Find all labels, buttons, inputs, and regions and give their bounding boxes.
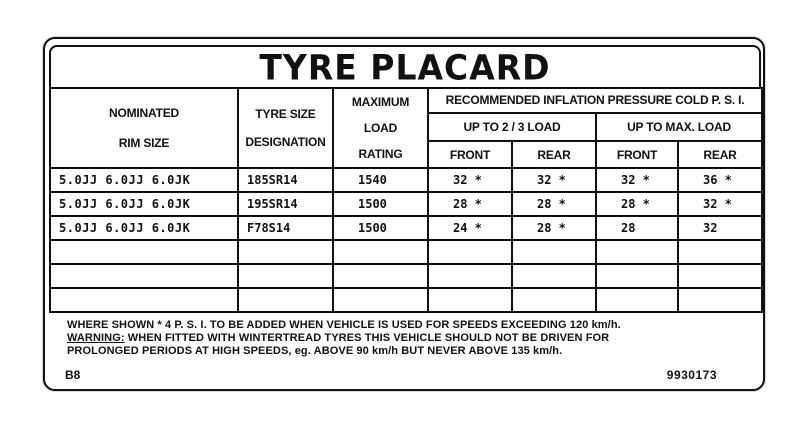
load-header-line1: MAXIMUM (351, 95, 410, 109)
title-box (49, 45, 761, 89)
rear-header-23: REAR (512, 141, 596, 168)
inflation-header: RECOMMENDED INFLATION PRESSURE COLD P. S. I. (428, 88, 762, 113)
code-left: B8 (65, 368, 81, 382)
rim-size-header-line1: NOMINATED (109, 106, 179, 120)
rear-max-cell: 32 * (678, 192, 762, 216)
rim-size-cell: 5.0JJ 6.0JJ 6.0JK (50, 192, 238, 216)
front-max-cell: 32 * (596, 168, 678, 192)
table-row (50, 192, 762, 216)
placard-title: TYRE PLACARD (259, 46, 551, 88)
front-max-cell: 28 (596, 216, 678, 240)
rear-23-cell: 32 * (512, 168, 596, 192)
front-header-max: FRONT (596, 141, 678, 168)
front-23-cell: 24 * (428, 216, 512, 240)
tyre-table (49, 87, 763, 313)
rear-max-cell: 36 * (678, 168, 762, 192)
rear-header-max: REAR (678, 141, 762, 168)
tyre-size-header-line1: TYRE SIZE (255, 107, 316, 121)
two-thirds-load-header: UP TO 2 / 3 LOAD (428, 113, 596, 142)
table-row (50, 216, 762, 240)
rear-23-cell: 28 * (512, 216, 596, 240)
empty-row (50, 264, 762, 288)
max-load-header: UP TO MAX. LOAD (596, 113, 762, 142)
note-speed: WHERE SHOWN * 4 P. S. I. TO BE ADDED WHEN VEHICLE IS USED FOR SPEEDS EXCEEDING 120 km/h. (67, 319, 621, 331)
tyre-size-cell: F78S14 (238, 216, 333, 240)
rim-size-header-line2: RIM SIZE (118, 136, 170, 150)
warning-label: WARNING: (67, 332, 125, 344)
load-rating-header (333, 88, 428, 168)
load-cell: 1500 (333, 216, 428, 240)
rim-size-cell: 5.0JJ 6.0JJ 6.0JK (50, 216, 238, 240)
load-header-line3: RATING (358, 147, 403, 161)
note-warning (67, 332, 757, 345)
load-cell: 1540 (333, 168, 428, 192)
tyre-size-header (238, 88, 333, 168)
empty-row (50, 240, 762, 264)
table-row (50, 168, 762, 192)
note-prolonged: PROLONGED PERIODS AT HIGH SPEEDS, eg. ABOVE 90 km/h BUT NEVER ABOVE 135 km/h. (67, 345, 563, 357)
rim-size-header (50, 88, 238, 168)
front-max-cell: 28 * (596, 192, 678, 216)
tyre-size-header-line2: DESIGNATION (245, 135, 326, 149)
tyre-size-cell: 195SR14 (238, 192, 333, 216)
tyre-placard (43, 37, 765, 391)
warning-text: WHEN FITTED WITH WINTERTREAD TYRES THIS VEHICLE SHOULD NOT BE DRIVEN FOR (124, 332, 610, 344)
rear-max-cell: 32 (678, 216, 762, 240)
rear-23-cell: 28 * (512, 192, 596, 216)
code-right: 9930173 (666, 368, 717, 382)
tyre-size-cell: 185SR14 (238, 168, 333, 192)
header-row-1 (50, 88, 762, 113)
front-23-cell: 32 * (428, 168, 512, 192)
front-header-23: FRONT (428, 141, 512, 168)
rim-size-cell: 5.0JJ 6.0JJ 6.0JK (50, 168, 238, 192)
empty-row (50, 288, 762, 312)
notes-block (67, 319, 757, 358)
load-header-line2: LOAD (363, 121, 398, 135)
load-cell: 1500 (333, 192, 428, 216)
front-23-cell: 28 * (428, 192, 512, 216)
